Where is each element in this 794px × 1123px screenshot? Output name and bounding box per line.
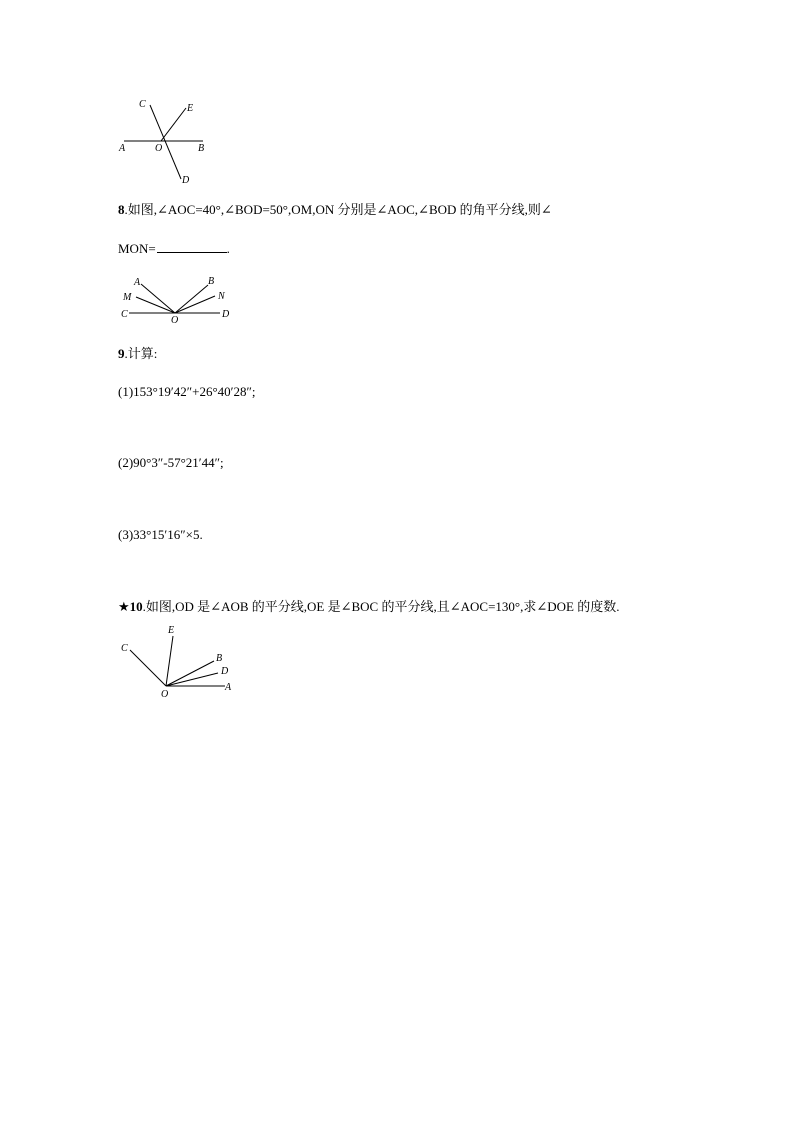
ray-OA <box>141 284 175 313</box>
question-8-number: 8 <box>118 202 125 217</box>
question-9-text: .计算: <box>124 346 158 361</box>
star-icon: ★ <box>118 599 130 614</box>
ray-OB <box>175 285 208 313</box>
label-A: A <box>225 682 232 693</box>
label-C: C <box>139 99 146 110</box>
label-N: N <box>218 291 225 302</box>
ray-OD <box>166 673 218 686</box>
label-C: C <box>121 309 128 320</box>
label-D: D <box>182 175 190 186</box>
question-10-number: 10 <box>129 599 143 614</box>
label-O: O <box>171 315 179 326</box>
ray-OM <box>136 297 175 313</box>
ray-ON <box>175 296 215 313</box>
label-B: B <box>208 276 215 287</box>
label-M: M <box>123 292 132 303</box>
question-9-number: 9 <box>118 346 125 361</box>
label-O: O <box>161 689 169 700</box>
ray-OE <box>166 636 173 686</box>
label-B: B <box>198 143 205 154</box>
question-8-line2 <box>118 240 230 257</box>
figure-angle-aoc <box>110 620 245 700</box>
question-8-answer-suffix: . <box>226 241 230 256</box>
label-D: D <box>222 309 230 320</box>
question-10 <box>118 599 619 615</box>
question-8-line1 <box>118 202 552 218</box>
label-E: E <box>187 103 194 114</box>
question-9-part-1: (1)153°19′42″+26°40′28″; <box>118 384 256 399</box>
figure-angle-bisectors <box>115 272 245 327</box>
label-C: C <box>121 643 128 654</box>
answer-blank[interactable] <box>157 240 227 253</box>
label-B: B <box>216 653 223 664</box>
ray-OE <box>161 108 186 141</box>
question-9-part-2: (2)90°3″-57°21′44″; <box>118 455 224 470</box>
ray-OB <box>166 661 214 686</box>
label-O: O <box>155 143 163 154</box>
question-9-title <box>118 346 157 362</box>
line-CD <box>150 105 181 179</box>
label-D: D <box>221 666 229 677</box>
figure-intersecting-lines <box>110 95 220 190</box>
question-10-text: .如图,OD 是∠AOB 的平分线,OE 是∠BOC 的平分线,且∠AOC=130°,求∠DOE 的度数. <box>142 599 620 614</box>
question-8-text: .如图,∠AOC=40°,∠BOD=50°,OM,ON 分别是∠AOC,∠BOD 的角平分线,则∠ <box>124 202 552 217</box>
ray-OC <box>130 650 166 686</box>
label-A: A <box>134 277 141 288</box>
label-A: A <box>119 143 126 154</box>
question-9-part-3: (3)33°15′16″×5. <box>118 527 203 542</box>
label-E: E <box>168 625 175 636</box>
question-8-answer-prefix: MON= <box>118 241 156 256</box>
